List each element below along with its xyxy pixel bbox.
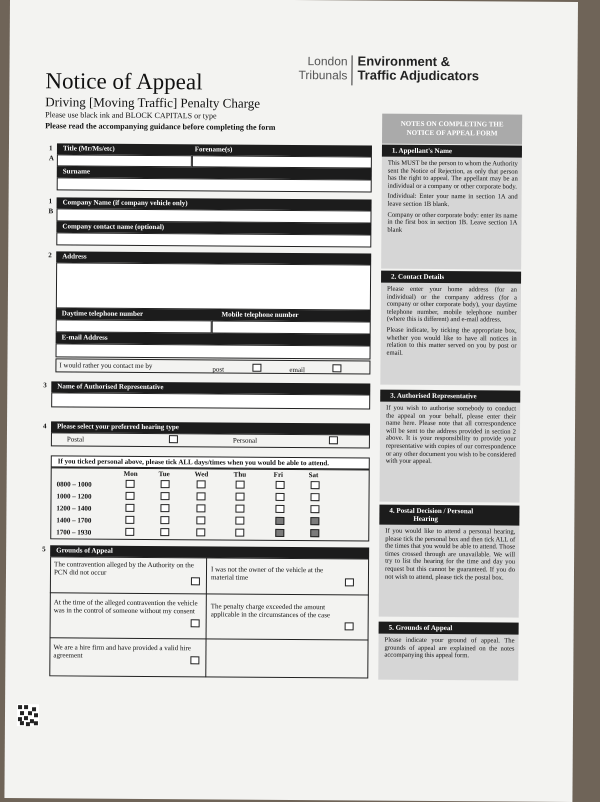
page-subtitle: Driving [Moving Traffic] Penalty Charge — [45, 94, 261, 111]
notes-header-line2: NOTICE OF APPEAL FORM — [406, 128, 498, 138]
note-5-title: 5. Grounds of Appeal — [379, 622, 519, 635]
note-3-p1: If you wish to authorise somebody to conduct the appeal on your behalf, please enter their name here. Please note that all correspondence will be sent to the address provided in section 2 above. It is your responsibility to provide your representative with copies of our correspondence or any other document you wish to be considered with your appeal. — [385, 404, 517, 466]
section-1b-number: 1 — [48, 197, 53, 206]
ground-4-text: The penalty charge exceeded the amount applicable in the circumstances of the case — [210, 602, 331, 620]
time-label: 1700 – 1930 — [56, 528, 92, 537]
availability-checkbox[interactable] — [235, 505, 244, 513]
note-1-p2: Individual: Enter your name in section 1A and leave section 1B blank. — [387, 193, 518, 209]
day-header-thu: Thu — [233, 470, 247, 479]
ground-2-text: I was not the owner of the vehicle at the material time — [210, 565, 324, 582]
note-4-title — [379, 505, 519, 526]
availability-checkbox[interactable] — [125, 504, 134, 512]
page-title: Notice of Appeal — [45, 68, 203, 95]
ground-4-checkbox[interactable] — [345, 622, 354, 630]
grounds-label: Grounds of Appeal — [56, 546, 113, 555]
note-2-card — [380, 271, 521, 386]
london-tribunals-logo — [289, 54, 347, 82]
availability-checkbox[interactable] — [161, 480, 170, 488]
company-label: Company Name (if company vehicle only) — [62, 198, 188, 208]
mobile-phone-field[interactable] — [212, 320, 371, 334]
availability-grid — [50, 467, 369, 541]
notes-header-line1: NOTES ON COMPLETING THE — [400, 119, 504, 129]
hearing-type-label: Please select your preferred hearing type — [56, 422, 179, 432]
contact-label: Company contact name (optional) — [62, 222, 165, 232]
note-3-title: 3. Authorised Representative — [380, 390, 520, 403]
logo-london: London — [307, 54, 348, 69]
availability-checkbox[interactable] — [236, 493, 245, 501]
availability-checkbox[interactable] — [160, 516, 169, 524]
time-label: 1200 – 1400 — [56, 504, 92, 513]
days-instruction: If you ticked personal above, please tick ALL days/times when you would be able to attend. — [57, 457, 330, 468]
availability-checkbox[interactable] — [276, 493, 285, 501]
qr-code — [17, 704, 39, 726]
post-label: post — [212, 365, 225, 374]
section-1b-letter: B — [48, 207, 54, 216]
availability-checkbox[interactable] — [311, 493, 320, 501]
availability-checkbox[interactable] — [275, 505, 284, 513]
form-sheet — [4, 0, 578, 802]
daytime-label: Daytime telephone number — [61, 309, 144, 318]
email-checkbox[interactable] — [332, 364, 341, 372]
time-label: 1000 – 1200 — [56, 492, 92, 501]
section-3-number: 3 — [43, 381, 47, 390]
availability-checkbox[interactable] — [197, 492, 206, 500]
representative-field[interactable] — [51, 392, 370, 409]
note-1-p1: This MUST be the person to whom the Authority sent the Notice of Rejection, as only that person has the right to appeal. The appellant may be an individual or a company or other corporate body. — [387, 159, 518, 191]
section-5-number: 5 — [42, 545, 46, 554]
forename-label: Forename(s) — [194, 145, 233, 154]
mobile-label: Mobile telephone number — [221, 310, 299, 320]
surname-label: Surname — [62, 167, 91, 176]
note-3-card — [380, 390, 521, 503]
ground-5-text: We are a hire firm and have provided a valid hire agreement — [53, 643, 191, 660]
note-4-title-line1: 4. Postal Decision / Personal — [389, 506, 474, 516]
availability-checkbox[interactable] — [125, 516, 134, 524]
contact-field[interactable] — [56, 232, 371, 247]
section-1a-number: 1 — [48, 144, 53, 153]
address-field[interactable] — [56, 262, 371, 310]
availability-checkbox[interactable] — [196, 504, 205, 512]
surname-field[interactable] — [57, 177, 372, 192]
note-4-card — [379, 505, 520, 618]
note-5-card — [378, 622, 518, 681]
hearing-type-row — [51, 432, 370, 448]
logo-org-line2: Traffic Adjudicators — [357, 67, 480, 84]
email-pref-label: email — [289, 365, 306, 375]
section-4-number: 4 — [42, 422, 47, 431]
representative-label: Name of Authorised Representative — [57, 382, 164, 392]
availability-checkbox[interactable] — [126, 480, 135, 488]
availability-checkbox[interactable] — [160, 528, 169, 536]
availability-checkbox[interactable] — [236, 481, 245, 489]
title-label: Title (Mr/Ms/etc) — [62, 144, 115, 153]
note-2-p1: Please enter your home address (for an individual) or the company address (for a company or other corporate body), your daytime telephone number, mobile telephone number (where this is different) and e-mail address. — [386, 285, 518, 324]
availability-checkbox[interactable] — [235, 529, 244, 537]
post-checkbox[interactable] — [252, 364, 261, 372]
note-2-p2: Please indicate, by ticking the appropriate box, whether you would like to have all notices in relation to this matter served on you by post or email. — [386, 326, 517, 357]
email-label: E-mail Address — [61, 333, 108, 342]
notes-header — [382, 114, 522, 145]
availability-checkbox[interactable] — [197, 480, 206, 488]
note-5-p1: Please indicate your ground of appeal. The grounds of appeal are explained on the notes accompanying this appeal form. — [384, 636, 515, 660]
daytime-phone-field[interactable] — [56, 319, 212, 333]
logo-org-line1: Environment & — [357, 53, 451, 70]
availability-checkbox[interactable] — [311, 481, 320, 489]
availability-checkbox — [275, 517, 284, 525]
personal-label: Personal — [232, 436, 258, 445]
ground-3-text: At the time of the alleged contravention the vehicle was in the control of someone without my consent — [53, 598, 198, 616]
availability-checkbox — [310, 517, 319, 525]
availability-checkbox[interactable] — [126, 492, 135, 500]
address-label: Address — [62, 252, 87, 261]
time-label: 0800 – 1000 — [56, 480, 92, 489]
note-1-card — [381, 145, 522, 270]
personal-checkbox[interactable] — [329, 436, 338, 444]
section-2-number: 2 — [48, 251, 52, 260]
note-2-title: 2. Contact Details — [381, 271, 521, 284]
ground-2-checkbox[interactable] — [345, 578, 354, 586]
note-4-p1: If you would like to attend a personal hearing, please tick the personal box and then tick ALL of the times that you would be able to attend. Those times crossed through are unavailable. We will try to list the hearing for the time and day you request but this cannot be guaranteed. If you do not wish to attend, please tick the postal box. — [384, 527, 516, 582]
availability-checkbox[interactable] — [235, 517, 244, 525]
availability-checkbox[interactable] — [125, 528, 134, 536]
logo-tribunals: Tribunals — [298, 68, 348, 83]
etf-logo — [357, 54, 479, 83]
availability-checkbox — [310, 529, 319, 537]
availability-checkbox[interactable] — [276, 481, 285, 489]
availability-checkbox[interactable] — [196, 528, 205, 536]
section-1a-letter: A — [48, 154, 54, 163]
grid-day-headers — [52, 468, 369, 480]
day-header-fri: Fri — [273, 470, 284, 479]
day-header-mon: Mon — [123, 469, 138, 478]
time-label: 1400 – 1700 — [56, 516, 92, 525]
availability-checkbox[interactable] — [160, 504, 169, 512]
day-header-sat: Sat — [308, 471, 319, 480]
postal-checkbox[interactable] — [169, 435, 178, 443]
guidance-note: Please read the accompanying guidance before completing the form — [45, 121, 276, 132]
ground-1-text: The contravention alleged by the Authority on the PCN did not occur — [53, 560, 194, 577]
ground-5-checkbox[interactable] — [190, 656, 199, 664]
day-header-wed: Wed — [194, 470, 209, 479]
email-field[interactable] — [55, 343, 370, 359]
ground-1-checkbox[interactable] — [191, 577, 200, 585]
availability-checkbox[interactable] — [161, 492, 170, 500]
availability-checkbox — [275, 529, 284, 537]
ink-note: Please use black ink and BLOCK CAPITALS or type — [45, 110, 217, 121]
note-4-title-line2: Hearing — [413, 514, 438, 524]
postal-label: Postal — [66, 435, 85, 444]
availability-checkbox[interactable] — [310, 505, 319, 513]
ground-3-checkbox[interactable] — [191, 619, 200, 627]
title-field[interactable] — [57, 154, 192, 167]
day-header-tue: Tue — [158, 470, 170, 479]
contact-pref-label: I would rather you contact me by — [59, 361, 153, 371]
note-1-p3: Company or other corporate body: enter its name in the first box in section 1B. Leave section 1A blank — [387, 211, 518, 234]
logo-divider — [351, 55, 352, 85]
availability-checkbox[interactable] — [196, 516, 205, 524]
note-1-title: 1. Appellant's Name — [382, 145, 522, 158]
